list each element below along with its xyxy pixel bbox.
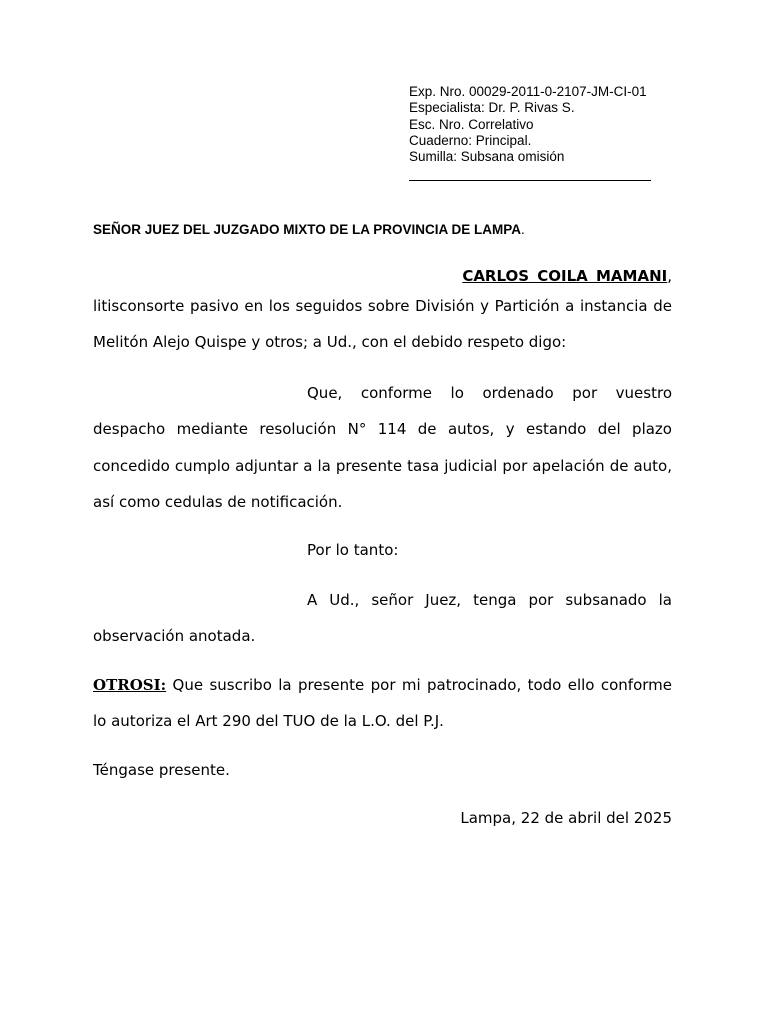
tengase-presente: Téngase presente. — [93, 761, 230, 779]
writ-number: Esc. Nro. Correlativo — [409, 116, 534, 132]
summary: Sumilla: Subsana omisión — [409, 149, 565, 165]
otrosi-paragraph — [93, 667, 672, 740]
specialist: Especialista: Dr. P. Rivas S. — [409, 100, 575, 116]
case-number: Exp. Nro. 00029-2011-0-2107-JM-CI-01 — [409, 84, 647, 99]
addressee-line — [93, 222, 525, 237]
que-paragraph: Que, conforme lo ordenado por vuestro despacho mediante resolución N° 114 de autos, y estando del plazo concedido cumplo adjuntar a la presente tasa judicial por apelación de auto, así como cedulas de notificación. — [93, 384, 672, 511]
por-lo-tanto: Por lo tanto: — [307, 541, 399, 559]
header-divider — [409, 180, 651, 181]
otrosi-label: OTROSI: — [93, 676, 167, 694]
addressee-text: SEÑOR JUEZ DEL JUZGADO MIXTO DE LA PROVINCIA DE LAMPA — [93, 222, 522, 237]
petitioner-name: CARLOS COILA MAMANI — [462, 267, 668, 285]
place-date: Lampa, 22 de abril del 2025 — [460, 809, 672, 827]
case-header — [409, 84, 647, 165]
addressee-period: . — [521, 222, 525, 237]
notebook: Cuaderno: Principal. — [409, 132, 532, 148]
petitioner-name-comma: , — [667, 267, 672, 285]
otrosi-text: Que suscribo la presente por mi patrocinado, todo ello conforme lo autoriza el Art 290 del TUO de la L.O. del P.J. — [93, 676, 672, 731]
intro-paragraph: litisconsorte pasivo en los seguidos sobre División y Partición a instancia de Melitón Alejo Quispe y otros; a Ud., con el debido respeto digo: — [93, 297, 672, 352]
request-paragraph: A Ud., señor Juez, tenga por subsanado la observación anotada. — [93, 591, 672, 646]
